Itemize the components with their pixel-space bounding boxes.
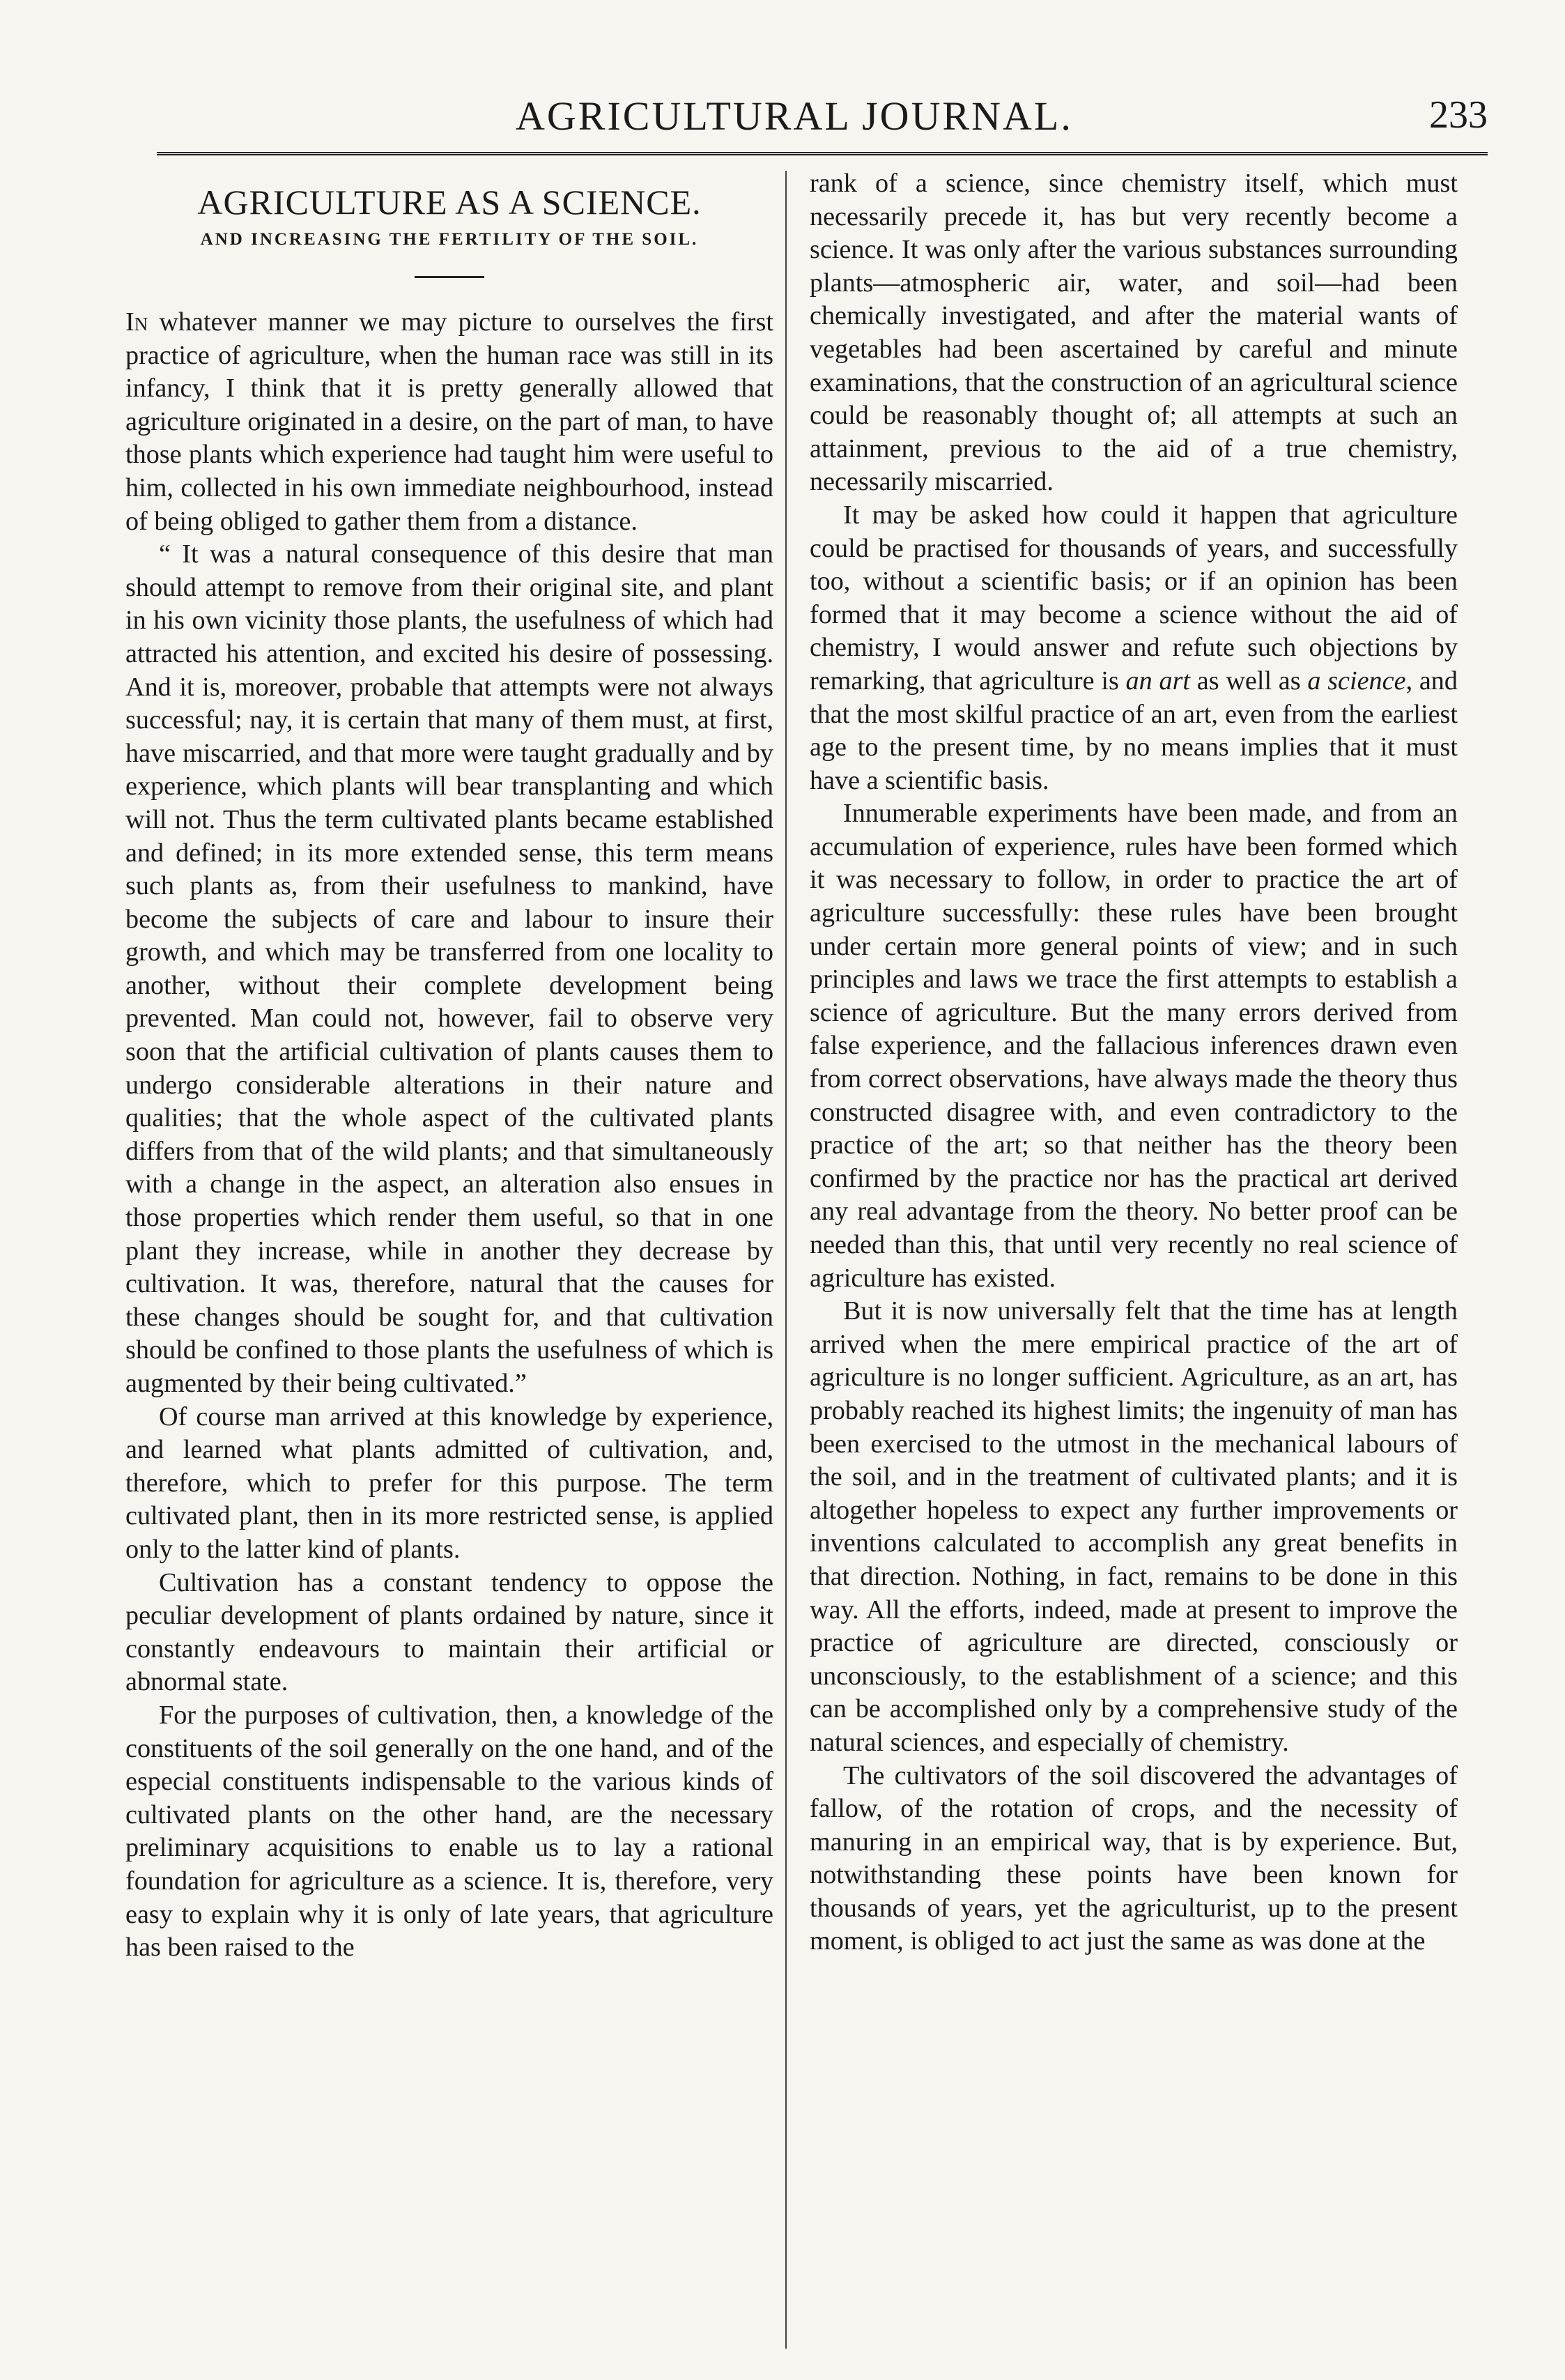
paragraph: rank of a science, since chemistry itself, which must necessarily precede it, has but very recently become a science. It was only after the various substances surrounding plants—atmospheric air, water, and soil—had been chemically investigated, and after the material wants of vegetables had been ascertained by careful and minute examinations, that the construction of an agricultural science could be reasonably thought of; all attempts at such an attainment, previous to the aid of a true chemistry, necessarily miscarried. [810, 169, 1458, 497]
page-header [160, 87, 1488, 143]
paragraph: For the purposes of cultivation, then, a knowledge of the constituents of the soil generally on the one hand, and of the especial constituents indispensable to the various kinds of cultivated plants on the other hand, are the necessary preliminary acquisitions to enable us to lay a rational foundation for agriculture as a science. It is, therefore, very easy to explain why it is only of late years, that agriculture has been raised to the [125, 1700, 773, 1963]
paragraph-text: It may be asked how could it happen that agriculture could be practised for thousands of years, and successfully too, without a scientific basis; or if an opinion has been formed that it may become a science without the aid of chemistry, I would answer and refute such objections by remarking, that agriculture is [810, 500, 1458, 696]
paragraph: But it is now universally felt that the time has at length arrived when the mere empirical practice of the art of agriculture is no longer sufficient. Agriculture, as an art, has probably reached its highest limits; the ingenuity of man has been exercised to the utmost in the mechanical labours of the soil, and in the treatment of cultivated plants; and it is altogether hopeless to expect any further improvements or inventions calculated to accomplish any great benefits in that direction. Nothing, in fact, remains to be done in this way. All the efforts, indeed, made at present to improve the practice of agriculture are directed, consciously or unconsciously, to the establishment of a science; and this can be accomplished only by a comprehensive study of the natural sciences, and especially of chemistry. [810, 1296, 1458, 1757]
left-column [125, 167, 773, 1965]
running-title: AGRICULTURAL JOURNAL. [516, 93, 1073, 139]
paragraph: Of course man arrived at this knowledge by experience, and learned what plants admitted of cultivation, and, therefore, which to prefer for this purpose. The term cultivated plant, then in its more restricted sense, is applied only to the latter kind of plants. [125, 1402, 773, 1564]
paragraph-text: , and that the most skilful practice of an art, even from the earliest age to the present time, by no means implies that it must have a scientific basis. [810, 666, 1458, 795]
paragraph: The cultivators of the soil discovered the advantages of fallow, of the rotation of crops, and the necessity of manuring in an empirical way, that is by experience. But, notwithstanding these points have been known for thousands of years, yet the agriculturist, up to the present moment, is obliged to act just the same as was done at the [810, 1760, 1458, 1956]
article-subtitle: AND INCREASING THE FERTILITY OF THE SOIL. [200, 230, 699, 249]
right-column [810, 167, 1458, 1958]
paragraph-text: whatever manner we may picture to ourselves the first practice of agriculture, when the human race was still in its infancy, I think that it is pretty generally allowed that agriculture originated in a desire, on the part of man, to have those plants which experience had taught him were useful to him, collected in his own immediate neighbourhood, instead of being obliged to gather them from a distance. [125, 307, 773, 536]
paragraph: Innumerable experiments have been made, and from an accumulation of experience, rules have been formed which it was necessary to follow, in order to practice the art of agriculture successfully: these rules have been brought under certain more general points of view; and in such principles and laws we trace the first attempts to establish a science of agriculture. But the many errors derived from false experience, and the fallacious inferences drawn even from correct observations, have always made the theory thus constructed disagree with, and even contradictory to the practice of the art; so that neither has the theory been confirmed by the practice nor has the practical art derived any real advantage from the theory. No better proof can be needed than this, that until very recently no real science of agriculture has existed. [810, 799, 1458, 1293]
title-rule [415, 276, 484, 278]
emphasis-art: an art [1125, 666, 1191, 696]
paragraph: “ It was a natural consequence of this desire that man should attempt to remove from their original site, and plant in his own vicinity those plants, the usefulness of which had attracted his attention, and excited his desire of possessing. And it is, moreover, probable that attempts were not always successful; nay, it is certain that many of them must, at first, have miscarried, and that more were taught gradually and by experience, which plants will bear transplanting and which will not. Thus the term cultivated plants became established and defined; in its more extended sense, this term means such plants as, from their usefulness to mankind, have become the subjects of care and labour to insure their growth, and which may be transferred from one locality to another, without their complete development being prevented. Man could not, however, fail to observe very soon that the artificial cultivation of plants causes them to undergo considerable alterations in their nature and qualities; that the whole aspect of the cultivated plants differs from that of the wild plants; and that simultaneously with a change in the aspect, an alteration also ensues in those properties which render them useful, so that in one plant they increase, while in another they decrease by cultivation. It was, therefore, natural that the causes for these changes should be sought for, and that cultivation should be confined to those plants the usefulness of which is augmented by their being cultivated.” [125, 539, 773, 1398]
paragraph [125, 306, 773, 538]
article-title: AGRICULTURE AS A SCIENCE. [197, 183, 702, 222]
emphasis-science: a science [1307, 666, 1406, 696]
paragraph: Cultivation has a constant tendency to oppose the peculiar development of plants ordained by nature, since it constantly endeavours to maintain their artificial or abnormal state. [125, 1567, 773, 1697]
lead-word: In [125, 307, 148, 337]
header-rule [157, 152, 1488, 155]
column-divider [785, 171, 787, 2349]
paragraph [810, 499, 1458, 797]
paragraph-text: as well as [1190, 666, 1308, 696]
page-number: 233 [1429, 93, 1488, 137]
